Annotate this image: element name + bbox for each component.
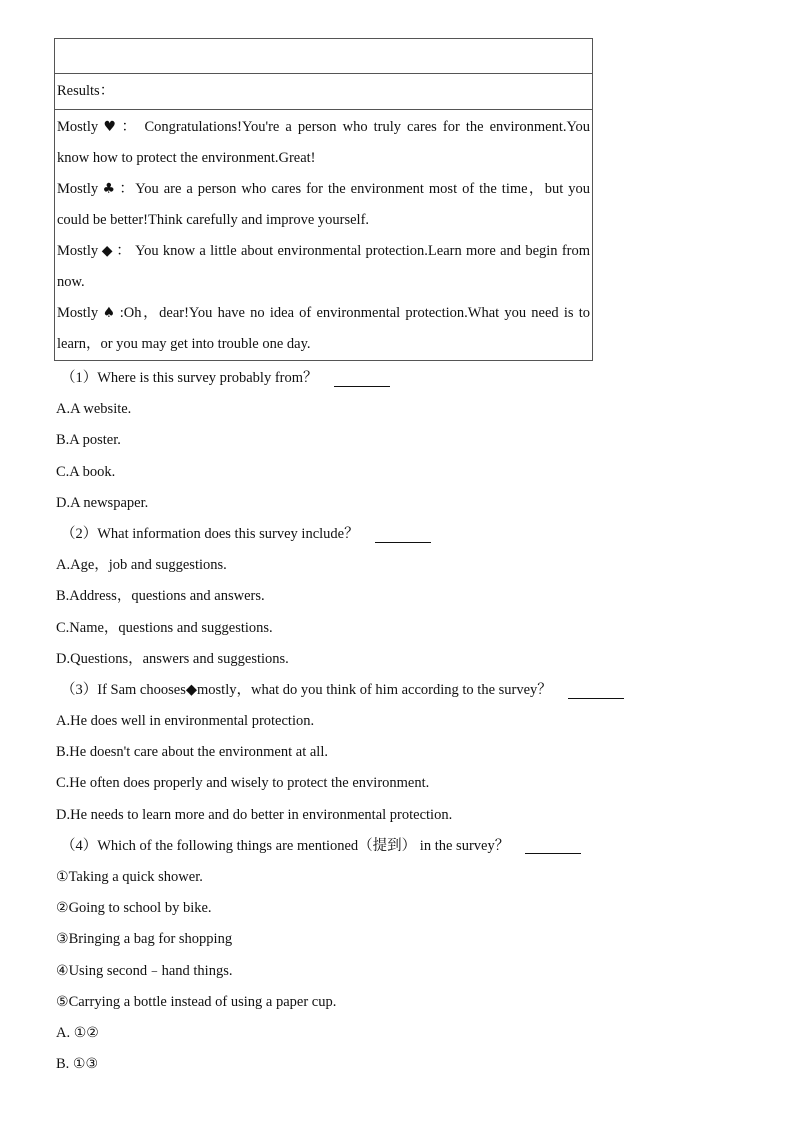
answer-blank[interactable] xyxy=(334,371,390,387)
option: B.A poster. xyxy=(56,432,121,449)
result-clubs: Mostly ♣ ：You are a person who cares for the environment most of the time，but you could be better!Think carefully and improve yourself. xyxy=(57,181,591,228)
answer-blank[interactable] xyxy=(375,527,431,543)
results-table xyxy=(54,38,593,361)
diamond-icon: ◆ xyxy=(101,243,114,259)
option: A.He does well in environmental protection. xyxy=(56,713,315,730)
question-stem: （2）What information does this survey include？ xyxy=(56,519,736,550)
list-item: ③Bringing a bag for shopping xyxy=(56,931,233,948)
answer-blank[interactable] xyxy=(568,683,624,699)
list-item: ④Using second﹣hand things. xyxy=(56,962,233,979)
option: C.He often does properly and wisely to protect the environment. xyxy=(56,775,430,792)
option: D.Questions，answers and suggestions. xyxy=(56,650,289,667)
circled-number: ③ xyxy=(56,931,69,948)
heart-icon: ♥ xyxy=(101,119,119,135)
option: C.Name，questions and suggestions. xyxy=(56,619,273,636)
option: D.A newspaper. xyxy=(56,494,149,511)
results-heading: Results： xyxy=(55,74,592,110)
option: B. ①③ xyxy=(56,1056,99,1073)
question-stem: （3）If Sam chooses◆mostly，what do you think of him according to the survey？ xyxy=(56,675,736,706)
option: D.He needs to learn more and do better in environmental protection. xyxy=(56,806,453,823)
question-stem: （4）Which of the following things are mentioned（提到） in the survey？ xyxy=(56,831,736,862)
list-item: ②Going to school by bike. xyxy=(56,900,212,917)
option: B.He doesn't care about the environment at all. xyxy=(56,744,328,761)
answer-blank[interactable] xyxy=(525,838,581,854)
empty-table-row xyxy=(55,39,592,74)
list-item: ①Taking a quick shower. xyxy=(56,869,203,885)
question-stem: （1）Where is this survey probably from？ xyxy=(56,363,736,394)
option: A.Age，job and suggestions. xyxy=(56,557,227,574)
result-spades: Mostly ♠ :Oh，dear!You have no idea of environmental protection.What you need is to learn，or you may get into trouble one day. xyxy=(57,305,590,352)
option: B.Address，questions and answers. xyxy=(56,588,265,605)
result-diamonds: Mostly ◆ ： You know a little about environmental protection.Learn more and begin from now. xyxy=(57,243,591,290)
club-icon: ♣ xyxy=(101,181,117,197)
questions-section xyxy=(56,363,736,1080)
list-item: ⑤Carrying a bottle instead of using a paper cup. xyxy=(56,993,337,1010)
circled-number: ① xyxy=(56,869,69,885)
result-hearts: Mostly ♥ ： Congratulations!You're a person who truly cares for the environment.You know how to protect the environment.Great! xyxy=(57,119,591,166)
option: C.A book. xyxy=(56,463,116,480)
circled-number: ⑤ xyxy=(56,993,69,1010)
circled-number: ④ xyxy=(56,962,69,979)
option: A. ①② xyxy=(56,1024,99,1041)
spade-icon: ♠ xyxy=(101,305,117,321)
circled-number: ② xyxy=(56,900,69,917)
results-body xyxy=(55,110,592,360)
option: A.A website. xyxy=(56,401,132,418)
